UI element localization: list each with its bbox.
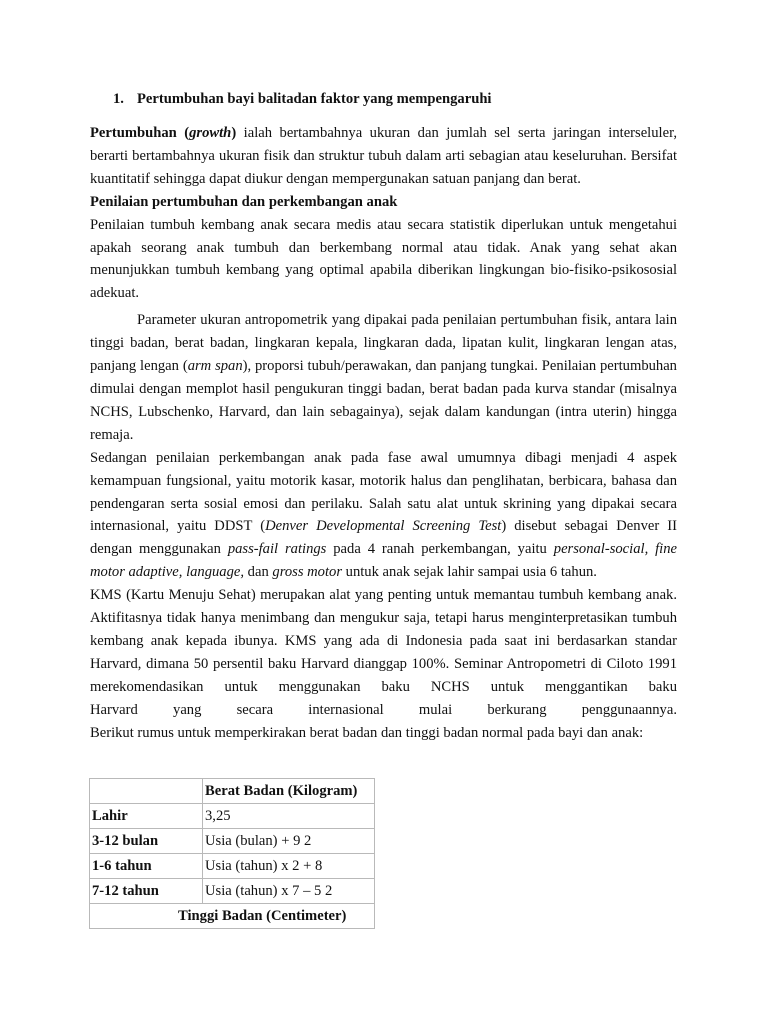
term-open-paren: ( — [176, 125, 190, 141]
table-row-label: Lahir — [90, 804, 203, 829]
paragraph-development — [90, 447, 677, 584]
table-row-label: 7-12 tahun — [90, 879, 203, 904]
subheading-assessment: Penilaian pertumbuhan dan perkembangan anak — [90, 193, 398, 210]
section-title: Pertumbuhan bayi balitadan faktor yang mempengaruhi — [137, 91, 492, 107]
table-row-label: 1-6 tahun — [90, 854, 203, 879]
table-row-value: Usia (tahun) x 2 + 8 — [203, 854, 375, 879]
development-text-b: ) disebut sebagai Denver II dengan menggunakan — [90, 518, 677, 558]
table-header-weight: Berat Badan (Kilogram) — [203, 779, 375, 804]
growth-definition-text: ialah bertambahnya ukuran dan jumlah sel serta jaringan interseluler, berarti bertambahnya ukuran fisik dan struktur tubuh dalam arti sebagian atau keseluruhan. Bersifat kuantitatif sehingga dapat diukur dengan mempergunakan satuan panjang dan berat. — [90, 125, 677, 187]
table-row — [90, 854, 375, 879]
paragraph-assessment: Penilaian tumbuh kembang anak secara medis atau secara statistik diperlukan untuk mengetahui apakah seorang anak tumbuh dan berkembang normal atau tidak. Anak yang sehat akan menunjukkan tumbuh kembang yang optimal apabila diberikan lingkungan bio-fisiko-psikososial adekuat. — [90, 216, 677, 302]
anthropometric-text-a: Parameter ukuran antropometrik yang dipakai pada penilaian pertumbuhan fisik, antara lain tinggi badan, berat badan, lingkaran kepala, lingkaran dada, lipatan kulit, lingkaran lengan atas, panjang lengan ( — [90, 312, 677, 375]
table-header-row — [90, 779, 375, 804]
term-domains: personal-social, fine motor adaptive, language, — [90, 541, 677, 581]
table-header-height: Tinggi Badan (Centimeter) — [90, 904, 375, 929]
document-body — [90, 122, 677, 744]
term-pertumbuhan: Pertumbuhan — [90, 125, 177, 141]
paragraph-kms: KMS (Kartu Menuju Sehat) merupakan alat yang penting untuk memantau tumbuh kembang anak. Aktifitasnya tidak hanya menimbang dan mengukur saja, tetapi harus menginterpretasikan tumbuh kembang anak kepada ibunya. KMS yang ada di Indonesia pada saat ini berdasarkan standar Harvard, dimana 50 persentil baku Harvard dianggap 100%. Seminar Antropometri di Ciloto 1991 merekomendasikan untuk menggunakan baku NCHS untuk menggantikan baku — [90, 587, 677, 695]
term-ddst: Denver Developmental Screening Test — [265, 518, 502, 535]
term-arm-span: arm span — [187, 358, 243, 375]
term-gross-motor: gross motor — [272, 564, 343, 581]
anthropometric-text-b: ), proporsi tubuh/perawakan, dan panjang tungkai. Penilaian pertumbuhan dimulai dengan memplot hasil pengukuran tinggi badan, berat badan pada kurva standar (misalnya NCHS, Lubschenko, Harvard, dan lain sebagainya), sejak dalam kandungan (intra uterin) hingga remaja. — [90, 358, 677, 443]
paragraph-anthropometric — [90, 309, 677, 446]
development-text-a: Sedangan penilaian perkembangan anak pada fase awal umumnya dibagi menjadi 4 aspek kemampuan fungsional, yaitu motorik kasar, motorik halus dan penglihatan, berbicara, bahasa dan pendengaran serta sosial emosi dan perilaku. Salah satu alat untuk skrining yang dipakai secara internasional, yaitu DDST ( — [90, 449, 677, 535]
table-row-value: Usia (bulan) + 9 2 — [203, 829, 375, 854]
development-text-e: untuk anak sejak lahir sampai usia 6 tahun. — [342, 564, 597, 581]
table-row — [90, 804, 375, 829]
section-heading — [113, 91, 492, 108]
table-row-label: 3-12 bulan — [90, 829, 203, 854]
table-row — [90, 829, 375, 854]
term-growth: growth — [189, 125, 232, 141]
table-row-value: Usia (tahun) x 7 – 5 2 — [203, 879, 375, 904]
development-text-d: dan — [244, 564, 273, 581]
term-pass-fail: pass-fail ratings — [227, 541, 327, 558]
paragraph-kms-last-line: Harvard yang secara internasional mulai berkurang penggunaannya. — [90, 701, 677, 718]
development-text-c: pada 4 ranah perkembangan, yaitu — [326, 541, 554, 558]
term-close-paren: ) — [231, 125, 237, 141]
section-number: 1. — [113, 91, 124, 107]
formula-table — [89, 778, 375, 929]
paragraph-formula-intro: Berikut rumus untuk memperkirakan berat badan dan tinggi badan normal pada bayi dan anak: — [90, 724, 644, 741]
table-row — [90, 879, 375, 904]
table-row-value: 3,25 — [203, 804, 375, 829]
paragraph-growth-definition — [90, 122, 677, 191]
table-height-header-row — [90, 904, 375, 929]
table-header-empty — [90, 779, 203, 804]
